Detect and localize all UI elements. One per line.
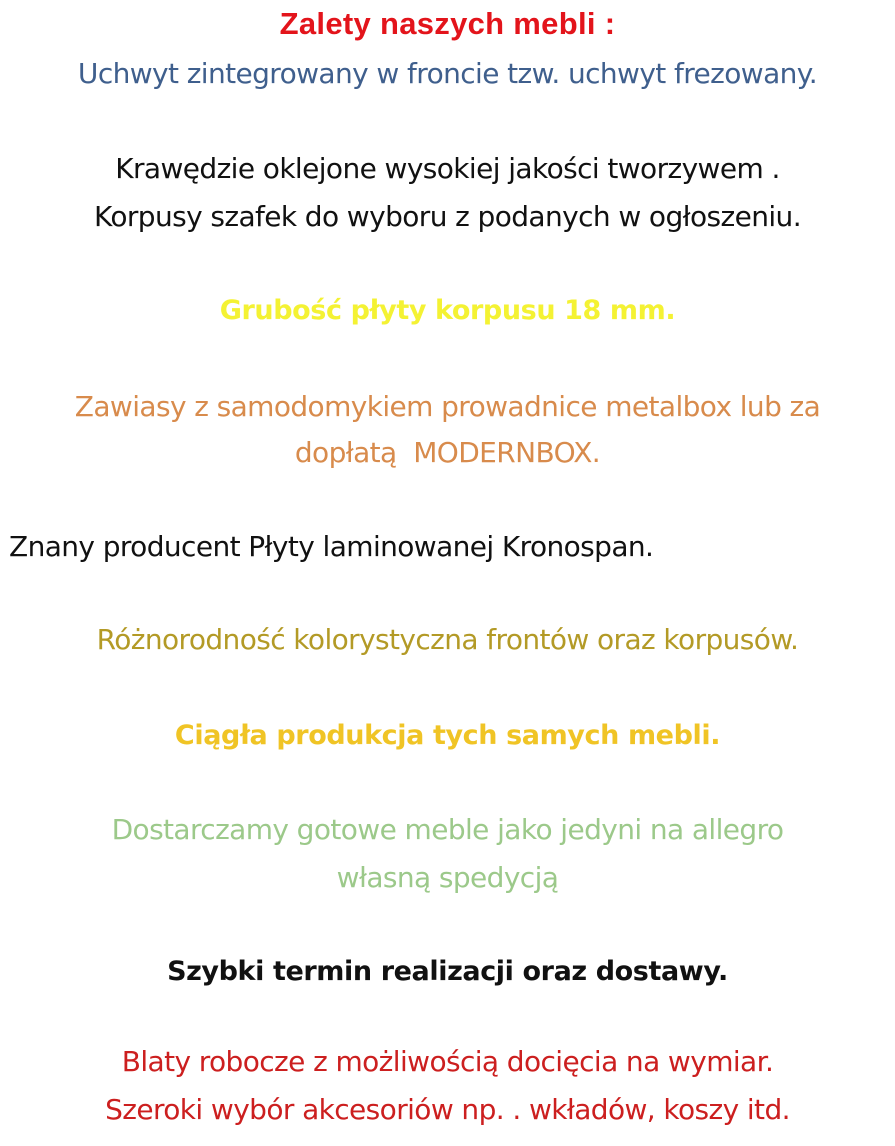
feature-continuous-production: Ciągła produkcja tych samych mebli. [174, 720, 721, 751]
feature-producer: Znany producent Płyty laminowanej Kronospan. [9, 530, 654, 563]
feature-carcass-choice: Korpusy szafek do wyboru z podanych w ogłoszeniu. [93, 200, 802, 233]
feature-hinges-line2: dopłatą MODERNBOX. [294, 436, 601, 469]
feature-color-variety: Różnorodność kolorystyczna frontów oraz korpusów. [96, 623, 799, 656]
page-title: Zalety naszych mebli : [279, 6, 616, 41]
feature-edges: Krawędzie oklejone wysokiej jakości tworzywem . [115, 152, 780, 185]
feature-accessories: Szeroki wybór akcesoriów np. . wkładów, koszy itd. [105, 1093, 790, 1126]
feature-integrated-handle: Uchwyt zintegrowany w froncie tzw. uchwyt frezowany. [77, 57, 818, 90]
feature-delivery-line1: Dostarczamy gotowe meble jako jedyni na allegro [111, 813, 784, 846]
feature-fast-realization: Szybki termin realizacji oraz dostawy. [167, 956, 728, 987]
feature-worktops: Blaty robocze z możliwością docięcia na wymiar. [121, 1045, 774, 1078]
feature-delivery-line2: własną spedycją [336, 861, 559, 894]
feature-hinges-line1: Zawiasy z samodomykiem prowadnice metalbox lub za [74, 390, 821, 423]
feature-board-thickness: Grubość płyty korpusu 18 mm. [219, 295, 676, 326]
